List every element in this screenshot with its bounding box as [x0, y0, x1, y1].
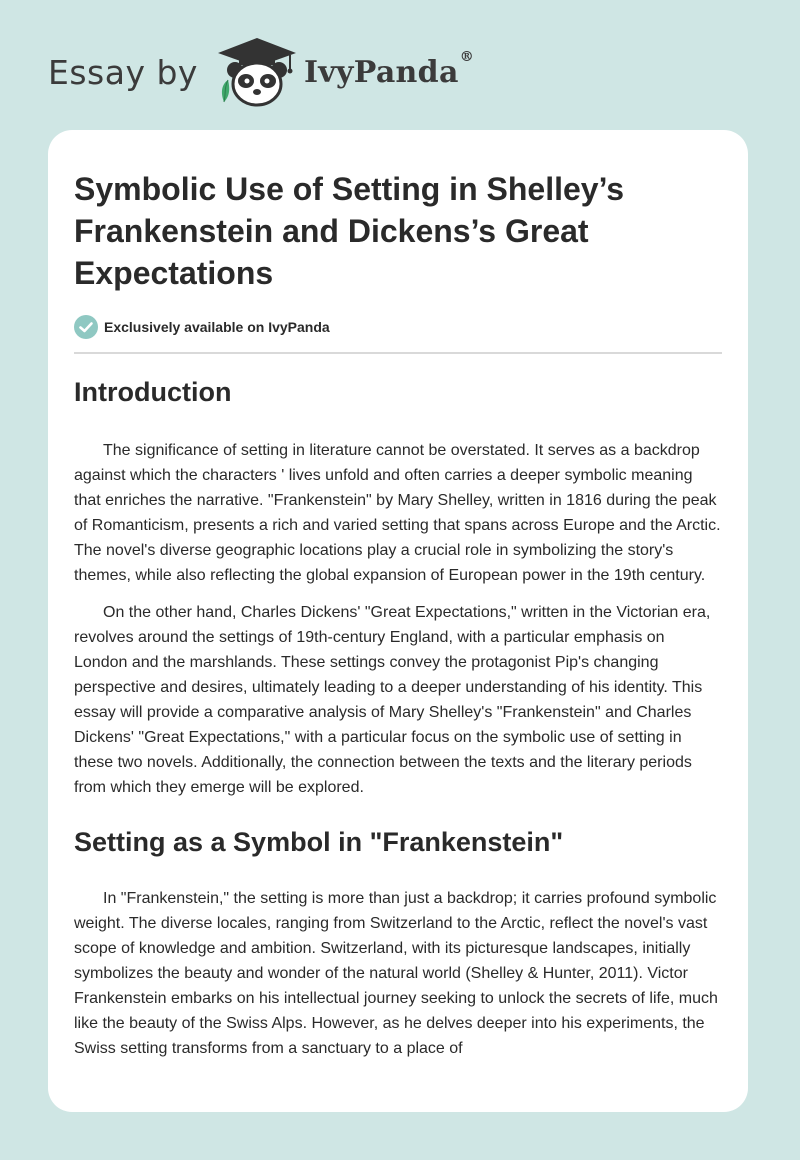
divider: [74, 352, 722, 354]
exclusive-label: Exclusively available on IvyPanda: [104, 319, 330, 335]
registered-mark: ®: [459, 48, 474, 65]
paragraph: In "Frankenstein," the setting is more than just a backdrop; it carries profound symbolic weight. The diverse locales, ranging from Switzerland to the Arctic, reflect the novel's vast scope of knowledge and ambition. Switzerland, with its picturesque landscapes, initially symbolizes the beauty and wonder of the natural world (Shelley & Hunter, 2011). Victor Frankenstein embarks on his intellectual journey seeking to unlock the secrets of life, much like the beauty of the Swiss Alps. However, as he delves deeper into his experiments, the Swiss setting transforms from a sanctuary to a place of: [74, 890, 718, 1057]
paragraph: On the other hand, Charles Dickens' "Great Expectations," written in the Victorian era, revolves around the settings of 19th-century England, with a particular emphasis on London and the marshlands. These settings convey the protagonist Pip's changing perspective and desires, ultimately leading to a deeper understanding of his identity. This essay will provide a comparative analysis of Mary Shelley's "Frankenstein" and Charles Dickens' "Great Expectations," with a particular focus on the symbolic use of setting in these two novels. Additionally, the connection between the texts and the literary periods from which they emerge will be explored.: [74, 604, 711, 796]
graduation-panda-logo-icon[interactable]: [212, 36, 302, 108]
exclusive-badge: [74, 314, 722, 340]
paragraph: The significance of setting in literature cannot be overstated. It serves as a backdrop against which the characters ' lives unfold and often carries a deeper symbolic meaning that enriches the narrative. "Frankenstein" by Mary Shelley, written in 1816 during the peak of Romanticism, presents a rich and varied setting that spans across Europe and the Arctic. The novel's diverse geographic locations play a crucial role in symbolizing the story's themes, while also reflecting the global expansion of European power in the 19th century.: [74, 442, 721, 584]
essay-card: [48, 130, 748, 1112]
section-heading-introduction: Introduction: [74, 377, 232, 407]
check-circle-icon: [74, 315, 98, 339]
site-header: [48, 36, 474, 108]
section-heading-setting-frankenstein: Setting as a Symbol in "Frankenstein": [74, 827, 564, 857]
brand-prefix: Essay by: [48, 52, 198, 92]
brand-name: IvyPanda®: [303, 48, 474, 90]
essay-title: Symbolic Use of Setting in Shelley’s Frankenstein and Dickens’s Great Expectations: [74, 171, 625, 291]
